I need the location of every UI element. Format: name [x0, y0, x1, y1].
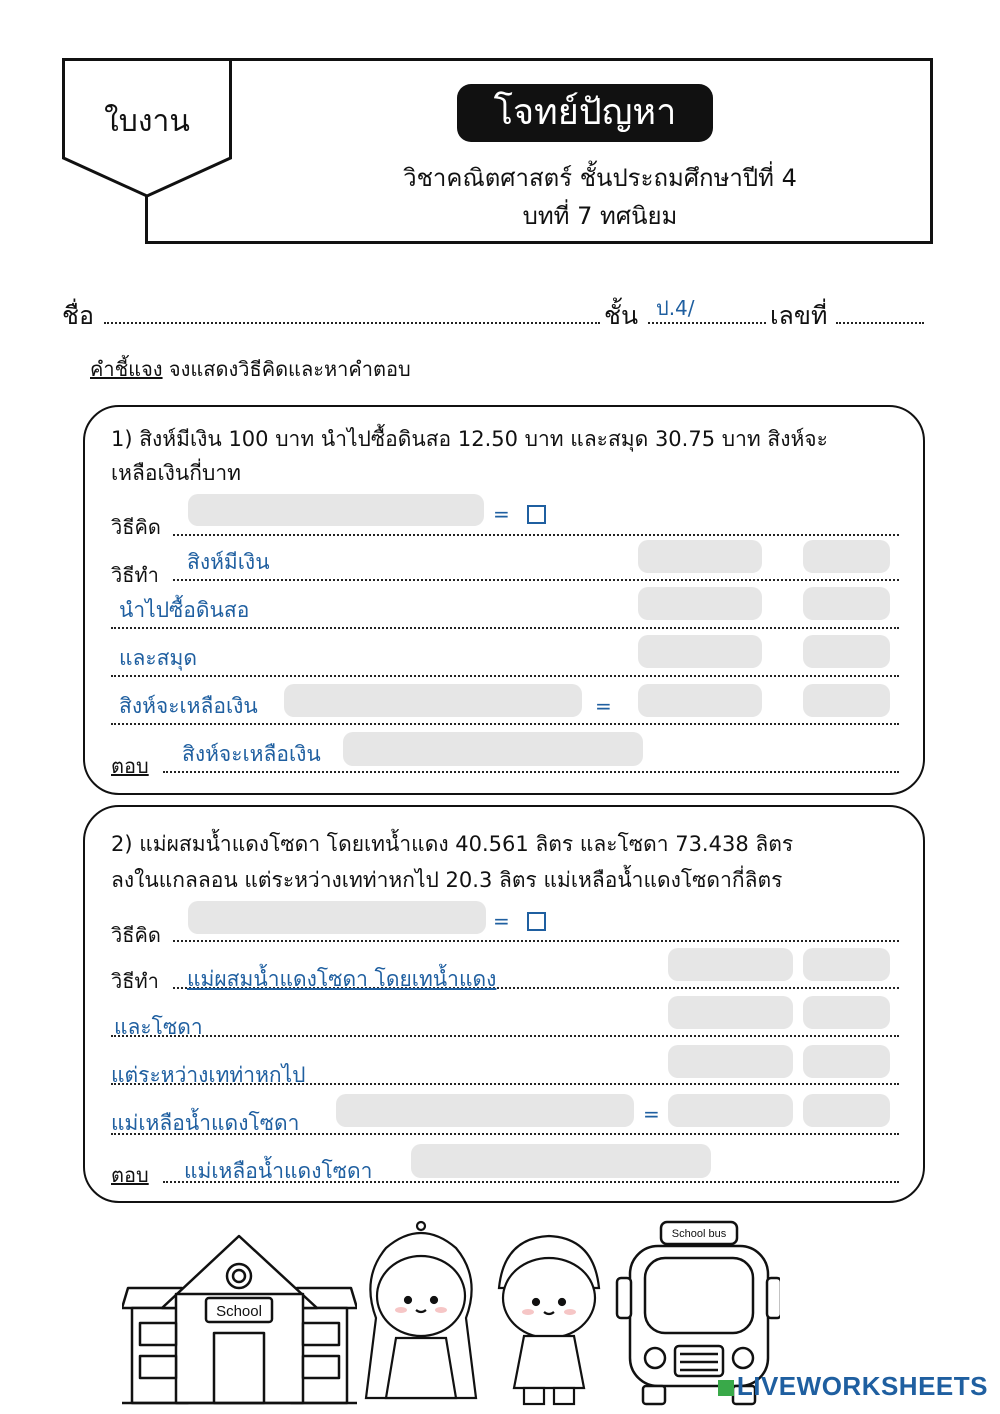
answer-input[interactable]: [343, 732, 643, 766]
answer-label: ตอบ: [111, 1163, 149, 1187]
question-1-line-1: 1) สิงห์มีเงิน 100 บาท นำไปซื้อดินสอ 12.50 บาท และสมุด 30.75 บาท สิงห์จะ: [111, 427, 828, 451]
work-row-4-value-input[interactable]: [668, 1094, 793, 1127]
work-row-3-unit-input[interactable]: [803, 635, 890, 668]
instruction-text: จงแสดงวิธีคิดและหาคำตอบ: [162, 357, 411, 381]
work-row-1-unit-input[interactable]: [803, 948, 890, 981]
work-row-2-value-input[interactable]: [638, 587, 762, 620]
work-row-1-unit-input[interactable]: [803, 540, 890, 573]
answer-prefix: แม่เหลือน้ำแดงโซดา: [184, 1159, 373, 1183]
work-row-2-text: และโซดา: [114, 1015, 203, 1039]
method-think-input[interactable]: [188, 901, 486, 934]
question-2-line-2: ลงในแกลลอน แต่ระหว่างเทท่าหกไป 20.3 ลิตร แม่เหลือน้ำแดงโซดากี่ลิตร: [111, 868, 783, 892]
work-line-1: [173, 579, 899, 581]
method-think-label: วิธีคิด: [111, 515, 161, 539]
number-field[interactable]: [836, 322, 924, 324]
school-building-illustration: [122, 1228, 357, 1408]
method-do-label: วิธีทำ: [111, 969, 159, 993]
chapter-line: บทที่ 7 ทศนิยม: [522, 202, 678, 230]
work-row-4-unit-input[interactable]: [803, 684, 890, 717]
subject-line: วิชาคณิตศาสตร์ ชั้นประถมศึกษาปีที่ 4: [403, 164, 797, 192]
work-row-4-expression-input[interactable]: [336, 1094, 634, 1127]
work-row-1-value-input[interactable]: [668, 948, 793, 981]
liveworksheets-logo[interactable]: [718, 1371, 988, 1402]
answer-label: ตอบ: [111, 754, 149, 778]
question-2-box: [83, 805, 925, 1203]
name-label: ชื่อ: [62, 301, 94, 330]
work-row-4-unit-input[interactable]: [803, 1094, 890, 1127]
worksheet-badge: ใบงาน: [104, 104, 190, 139]
work-row-4-text: แม่เหลือน้ำแดงโซดา: [111, 1111, 300, 1135]
work-line-2: [111, 1035, 899, 1037]
bus-sign-text: School bus: [671, 1228, 727, 1240]
work-row-1-text: แม่ผสมน้ำแดงโซดา โดยเทน้ำแดง: [187, 967, 497, 991]
work-row-2-text: นำไปซื้อดินสอ: [119, 598, 250, 622]
equals-sign: =: [493, 909, 510, 933]
page-title: โจทย์ปัญหา: [457, 84, 713, 142]
school-sign-text: School: [216, 1303, 262, 1320]
class-label: ชั้น: [604, 301, 639, 330]
girl-illustration: [356, 1218, 486, 1408]
answer-prefix: สิงห์จะเหลือเงิน: [182, 742, 321, 766]
instruction-label: คำชี้แจง: [90, 357, 163, 381]
work-row-2-unit-input[interactable]: [803, 587, 890, 620]
work-row-4-expression-input[interactable]: [284, 684, 582, 717]
equals-sign: =: [643, 1102, 660, 1126]
work-line-3: [111, 675, 899, 677]
logo-mark-icon: [718, 1380, 734, 1396]
work-row-4-text: สิงห์จะเหลือเงิน: [119, 694, 258, 718]
logo-text: LIVEWORKSHEETS: [736, 1371, 988, 1401]
work-row-4-value-input[interactable]: [638, 684, 762, 717]
answer-checkbox[interactable]: [527, 912, 546, 931]
work-row-3-text: และสมุด: [119, 646, 197, 670]
method-think-label: วิธีคิด: [111, 923, 161, 947]
work-row-2-value-input[interactable]: [668, 996, 793, 1029]
work-row-3-value-input[interactable]: [638, 635, 762, 668]
equals-sign: =: [493, 502, 510, 526]
class-value: ป.4/: [656, 296, 695, 320]
work-row-3-unit-input[interactable]: [803, 1045, 890, 1078]
answer-input[interactable]: [411, 1144, 711, 1178]
work-line-2: [111, 627, 899, 629]
work-line-4: [111, 723, 899, 725]
work-row-3-value-input[interactable]: [668, 1045, 793, 1078]
answer-checkbox[interactable]: [527, 505, 546, 524]
instruction: [90, 353, 411, 385]
work-row-1-text: สิงห์มีเงิน: [187, 550, 270, 574]
boy-illustration: [484, 1228, 614, 1408]
method-think-line: [173, 534, 899, 536]
question-1-box: [83, 405, 925, 795]
work-row-1-value-input[interactable]: [638, 540, 762, 573]
method-think-input[interactable]: [188, 494, 484, 526]
name-field[interactable]: [104, 322, 600, 324]
number-label: เลขที่: [770, 301, 828, 330]
method-think-line: [173, 940, 899, 942]
question-1-line-2: เหลือเงินกี่บาท: [111, 461, 241, 485]
method-do-label: วิธีทำ: [111, 563, 159, 587]
answer-line: [163, 771, 899, 773]
question-2-line-1: 2) แม่ผสมน้ำแดงโซดา โดยเทน้ำแดง 40.561 ลิตร และโซดา 73.438 ลิตร: [111, 832, 794, 856]
work-row-3-text: แต่ระหว่างเทท่าหกไป: [111, 1063, 306, 1087]
work-row-2-unit-input[interactable]: [803, 996, 890, 1029]
equals-sign: =: [595, 694, 612, 718]
